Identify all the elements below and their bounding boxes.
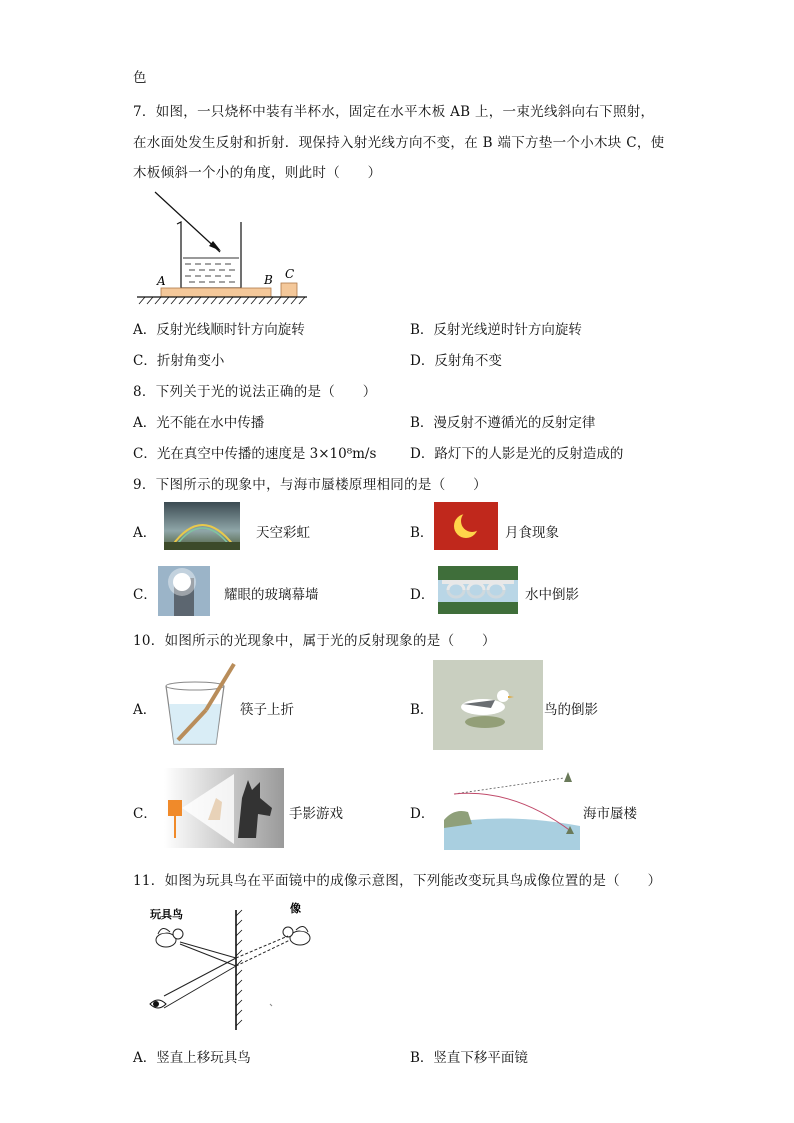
q9-option-c-letter[interactable]: C． — [133, 587, 157, 603]
label-toy-bird: 玩具鸟 — [150, 908, 183, 921]
page-fragment: 色 — [133, 70, 147, 86]
q10-option-c-letter[interactable]: C． — [133, 806, 157, 822]
beaker-diagram — [135, 188, 315, 308]
label-a: A — [157, 274, 166, 288]
toy-bird-icon — [156, 928, 183, 947]
q11-option-b[interactable]: B．竖直下移平面镜 — [410, 1050, 528, 1066]
q8-option-c[interactable]: C．光在真空中传播的速度是 3×10⁸m/s — [133, 446, 377, 462]
q9-option-d-letter[interactable]: D． — [410, 587, 435, 603]
bird-reflection-photo — [433, 660, 543, 750]
rainbow-photo — [164, 502, 240, 550]
q7-option-a[interactable]: A．反射光线顺时针方向旋转 — [133, 322, 305, 338]
q7-stem-line2: 在水面处发生反射和折射．现保持入射光线方向不变，在 B 端下方垫一个小木块 C，使 — [133, 135, 665, 151]
q7-stem-line3: 木板倾斜一个小的角度，则此时（ ） — [133, 165, 382, 181]
q7-option-b[interactable]: B．反射光线逆时针方向旋转 — [410, 322, 582, 338]
q9-option-b-letter[interactable]: B． — [410, 525, 434, 541]
lunar-eclipse-photo — [434, 502, 498, 550]
hand-shadow-figure — [164, 768, 284, 848]
q9-option-a-text: 天空彩虹 — [256, 525, 310, 541]
q9-option-b-text: 月食现象 — [505, 525, 559, 541]
q8-option-d[interactable]: D．路灯下的人影是光的反射造成的 — [410, 446, 624, 462]
q10-option-b-text: 鸟的倒影 — [544, 702, 598, 718]
q9-option-a-letter[interactable]: A． — [133, 525, 157, 541]
label-b: B — [264, 273, 273, 287]
q7-stem-line1: 7．如图，一只烧杯中装有半杯水，固定在水平木板 AB 上，一束光线斜向右下照射， — [133, 104, 655, 120]
eye-icon — [150, 1000, 166, 1008]
water-reflection-photo — [438, 566, 518, 614]
q10-option-b-letter[interactable]: B． — [410, 702, 434, 718]
q10-option-a-letter[interactable]: A． — [133, 702, 157, 718]
mirage-figure — [444, 768, 580, 850]
q8-option-b[interactable]: B．漫反射不遵循光的反射定律 — [410, 415, 596, 431]
image-bird-icon — [283, 926, 310, 945]
q9-option-c-text: 耀眼的玻璃幕墙 — [224, 587, 319, 603]
plane-mirror-diagram — [140, 900, 340, 1035]
label-c: C — [285, 267, 295, 281]
chopsticks-in-water-figure — [160, 660, 240, 750]
q11-stem: 11．如图为玩具鸟在平面镜中的成像示意图，下列能改变玩具鸟成像位置的是（ ） — [133, 873, 662, 889]
q7-option-d[interactable]: D．反射角不变 — [410, 353, 502, 369]
q8-stem: 8．下列关于光的说法正确的是（ ） — [133, 384, 377, 400]
q9-stem: 9．下图所示的现象中，与海市蜃楼原理相同的是（ ） — [133, 477, 487, 493]
q9-option-d-text: 水中倒影 — [525, 587, 579, 603]
q10-option-c-text: 手影游戏 — [289, 806, 343, 822]
q10-option-d-letter[interactable]: D． — [410, 806, 435, 822]
label-image: 像 — [290, 902, 301, 915]
q7-option-c[interactable]: C．折射角变小 — [133, 353, 225, 369]
q10-stem: 10．如图所示的光现象中，属于光的反射现象的是（ ） — [133, 633, 496, 649]
q10-option-d-text: 海市蜃楼 — [583, 806, 637, 822]
q11-option-a[interactable]: A．竖直上移玩具鸟 — [133, 1050, 251, 1066]
glass-wall-photo — [158, 566, 210, 616]
q10-option-a-text: 筷子上折 — [240, 702, 294, 718]
q8-option-a[interactable]: A．光不能在水中传播 — [133, 415, 265, 431]
